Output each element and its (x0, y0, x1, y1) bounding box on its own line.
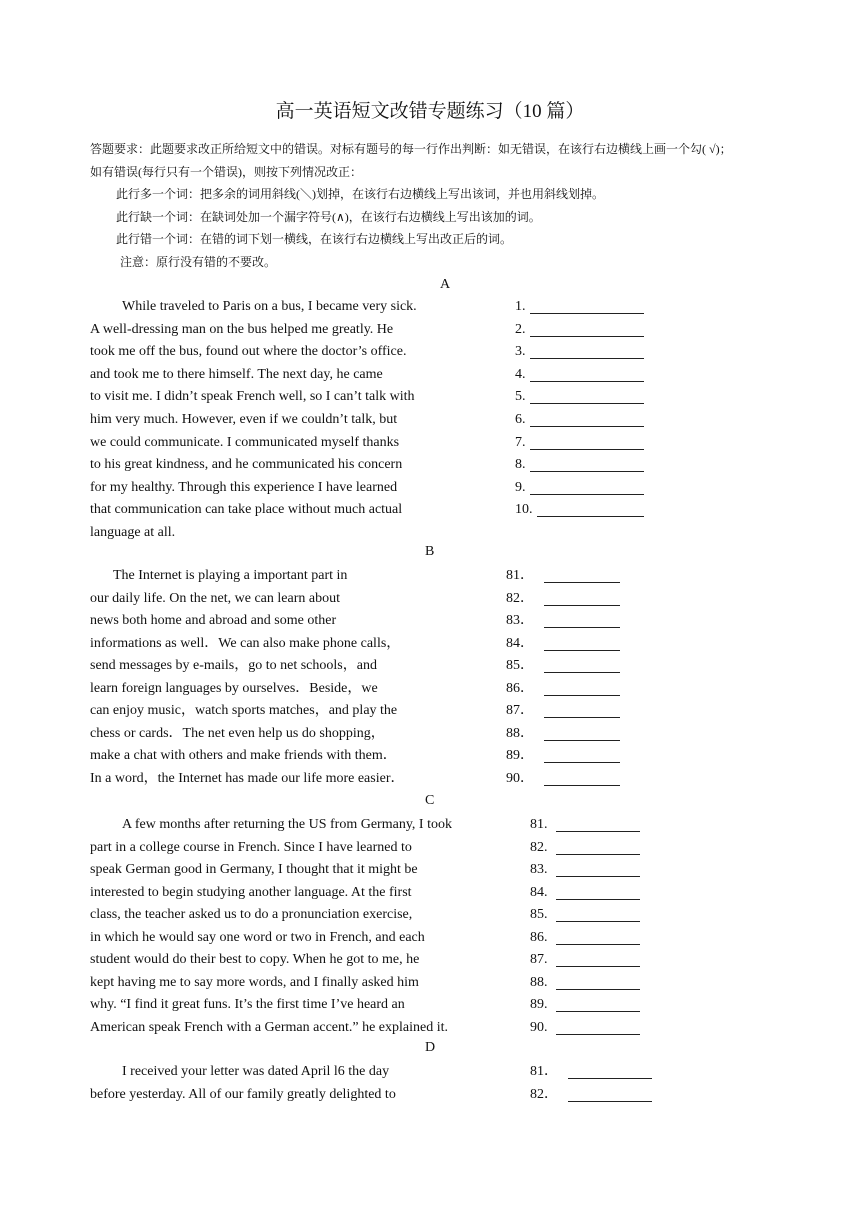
answer-blank (530, 313, 644, 314)
answer-blank (556, 1034, 640, 1035)
answer-blank (556, 921, 640, 922)
question-number: 89. (530, 997, 548, 1012)
question-number: 82． (530, 1087, 558, 1102)
text-line: A well-dressing man on the bus helped me greatly. He (90, 322, 394, 337)
answer-blank (544, 695, 620, 696)
answer-blank (544, 627, 620, 628)
question-number: 90. (530, 1020, 548, 1035)
text-line: why. “I find it great funs. It’s the first time I’ve heard an (90, 997, 405, 1012)
text-line: part in a college course in French. Since I have learned to (90, 840, 412, 855)
answer-blank (530, 426, 644, 427)
answer-blank (556, 899, 640, 900)
answer-blank (544, 650, 620, 651)
answer-blank (537, 516, 644, 517)
text-line: interested to begin studying another language. At the first (90, 885, 412, 900)
question-number: 90． (506, 771, 534, 786)
text-line: send messages by e-mails，go to net schools，and (90, 658, 377, 673)
text-line: to his great kindness, and he communicated his concern (90, 457, 403, 472)
question-number: 3. (515, 344, 526, 359)
answer-blank (544, 672, 620, 673)
instruction-line: 注意：原行没有错的不要改。 (120, 255, 277, 269)
text-line: student would do their best to copy. When he got to me, he (90, 952, 420, 967)
text-line: for my healthy. Through this experience I have learned (90, 480, 398, 495)
question-number: 82． (506, 591, 534, 606)
text-line: kept having me to say more words, and I finally asked him (90, 975, 419, 990)
answer-blank (556, 944, 640, 945)
question-number: 6. (515, 412, 526, 427)
text-line: informations as well．We can also make phone calls， (90, 636, 401, 651)
question-number: 81． (530, 1064, 558, 1079)
answer-blank (530, 358, 644, 359)
answer-blank (556, 1011, 640, 1012)
answer-blank (556, 854, 640, 855)
answer-blank (530, 471, 644, 472)
text-line: him very much. However, even if we couldn’t talk, but (90, 412, 398, 427)
text-line: I received your letter was dated April l6 the day (122, 1064, 390, 1079)
question-number: 4. (515, 367, 526, 382)
answer-blank (556, 989, 640, 990)
answer-blank (530, 494, 644, 495)
instruction-line: 此行缺一个词：在缺词处加一个漏字符号(∧)，在该行右边横线上写出该加的词。 (116, 210, 541, 224)
question-number: 88． (506, 726, 534, 741)
question-number: 83． (506, 613, 534, 628)
text-line: before yesterday. All of our family greatly delighted to (90, 1087, 396, 1102)
text-line: in which he would say one word or two in French, and each (90, 930, 425, 945)
section-label: D (425, 1040, 436, 1055)
question-number: 8. (515, 457, 526, 472)
answer-blank (544, 582, 620, 583)
answer-blank (544, 740, 620, 741)
text-line: While traveled to Paris on a bus, I became very sick. (122, 299, 417, 314)
text-line: our daily life. On the net, we can learn about (90, 591, 340, 606)
answer-blank (556, 831, 640, 832)
text-line: news both home and abroad and some other (90, 613, 337, 628)
question-number: 84． (506, 636, 534, 651)
question-number: 10. (515, 502, 533, 517)
question-number: 86． (506, 681, 534, 696)
question-number: 84. (530, 885, 548, 900)
question-number: 83. (530, 862, 548, 877)
answer-blank (530, 403, 644, 404)
instruction-line: 此行错一个词：在错的词下划一横线，在该行右边横线上写出改正后的词。 (116, 232, 513, 246)
text-line: we could communicate. I communicated myself thanks (90, 435, 400, 450)
question-number: 81． (506, 568, 534, 583)
text-line: A few months after returning the US from Germany, I took (122, 817, 452, 832)
answer-blank (530, 336, 644, 337)
section-label: A (440, 277, 451, 292)
instruction-line: 此行多一个词：把多余的词用斜线(＼)划掉，在该行右边横线上写出该词，并也用斜线划掉。 (116, 187, 604, 201)
text-line: can enjoy music，watch sports matches，and play the (90, 703, 398, 718)
answer-blank (530, 381, 644, 382)
question-number: 2. (515, 322, 526, 337)
answer-blank (568, 1101, 652, 1102)
text-line: make a chat with others and make friends with them． (90, 748, 397, 763)
text-line: to visit me. I didn’t speak French well, so I can’t talk with (90, 389, 415, 404)
text-line: The Internet is playing a important part in (113, 568, 348, 583)
text-line: language at all. (90, 525, 176, 540)
answer-blank (530, 449, 644, 450)
answer-blank (556, 966, 640, 967)
answer-blank (568, 1078, 652, 1079)
page-title: 高一英语短文改错专题练习（10 篇） (275, 101, 585, 122)
answer-blank (544, 785, 620, 786)
answer-blank (556, 876, 640, 877)
section-label: B (425, 544, 435, 559)
text-line: chess or cards．The net even help us do shopping， (90, 726, 385, 741)
answer-blank (544, 717, 620, 718)
text-line: took me off the bus, found out where the doctor’s office. (90, 344, 407, 359)
question-number: 9. (515, 480, 526, 495)
question-number: 87． (506, 703, 534, 718)
text-line: class, the teacher asked us to do a pronunciation exercise, (90, 907, 413, 922)
text-line: that communication can take place without much actual (90, 502, 403, 517)
text-line: learn foreign languages by ourselves．Beside，we (90, 681, 378, 696)
section-label: C (425, 793, 435, 808)
question-number: 81. (530, 817, 548, 832)
question-number: 89． (506, 748, 534, 763)
text-line: In a word，the Internet has made our life more easier． (90, 771, 405, 786)
question-number: 85． (506, 658, 534, 673)
question-number: 82. (530, 840, 548, 855)
question-number: 7. (515, 435, 526, 450)
question-number: 5. (515, 389, 526, 404)
text-line: speak German good in Germany, I thought that it might be (90, 862, 418, 877)
question-number: 88. (530, 975, 548, 990)
answer-blank (544, 762, 620, 763)
question-number: 86. (530, 930, 548, 945)
question-number: 85. (530, 907, 548, 922)
question-number: 1. (515, 299, 526, 314)
instruction-line: 答题要求：此题要求改正所给短文中的错误。对标有题号的每一行作出判断：如无错误，在该行右边横线上画一个勾( √)； (90, 142, 732, 156)
text-line: American speak French with a German accent.” he explained it. (90, 1020, 449, 1035)
text-line: and took me to there himself. The next day, he came (90, 367, 383, 382)
instruction-line: 如有错误(每行只有一个错误)，则按下列情况改正： (90, 165, 362, 179)
answer-blank (544, 605, 620, 606)
question-number: 87. (530, 952, 548, 967)
